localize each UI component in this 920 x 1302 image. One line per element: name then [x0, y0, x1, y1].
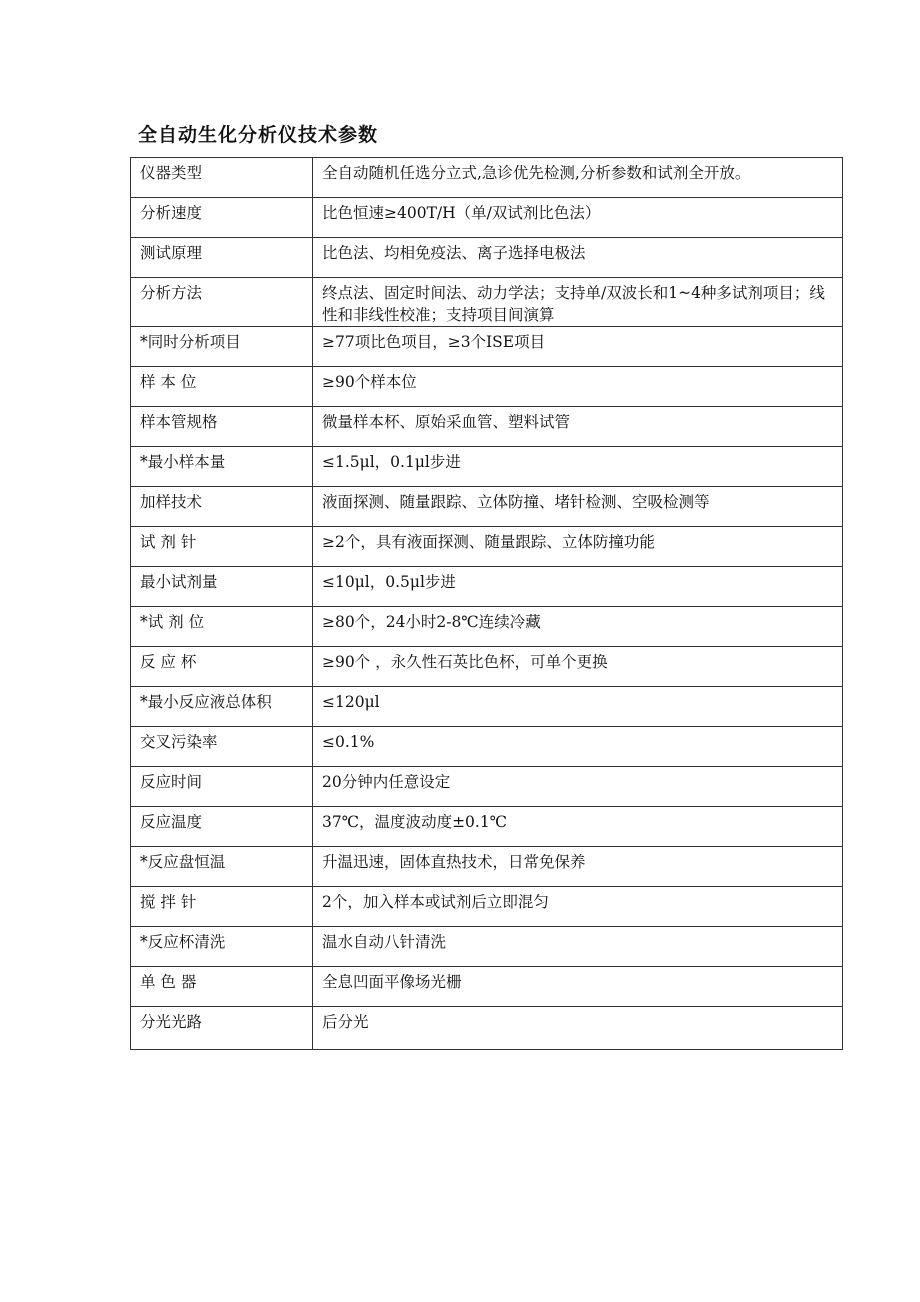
param-value: 2个，加入样本或试剂后立即混匀: [313, 887, 843, 927]
param-name: 样本管规格: [131, 407, 313, 447]
param-name: *反应盘恒温: [131, 847, 313, 887]
param-name: *反应杯清洗: [131, 927, 313, 967]
table-row: [131, 887, 843, 927]
table-row: [131, 198, 843, 238]
param-name: 分析速度: [131, 198, 313, 238]
param-name: 加样技术: [131, 487, 313, 527]
param-name: 反 应 杯: [131, 647, 313, 687]
param-value: ≥90个样本位: [313, 367, 843, 407]
param-name: 分析方法: [131, 278, 313, 327]
param-value: ≤1.5μl，0.1μl步进: [313, 447, 843, 487]
table-row: [131, 238, 843, 278]
param-value: 全自动随机任选分立式,急诊优先检测,分析参数和试剂全开放。: [313, 158, 843, 198]
table-row: [131, 367, 843, 407]
param-value: 后分光: [313, 1007, 843, 1050]
param-value: 液面探测、随量跟踪、立体防撞、堵针检测、空吸检测等: [313, 487, 843, 527]
table-row: [131, 327, 843, 367]
param-value: 微量样本杯、原始采血管、塑料试管: [313, 407, 843, 447]
table-row: [131, 407, 843, 447]
param-value: ≥77项比色项目，≥3个ISE项目: [313, 327, 843, 367]
param-name: 单 色 器: [131, 967, 313, 1007]
table-row: [131, 647, 843, 687]
param-name: *试 剂 位: [131, 607, 313, 647]
table-row: [131, 767, 843, 807]
document-title: 全自动生化分析仪技术参数: [138, 124, 379, 146]
param-value: ≤120μl: [313, 687, 843, 727]
param-name: 仪器类型: [131, 158, 313, 198]
param-name: 反应时间: [131, 767, 313, 807]
param-name: 试 剂 针: [131, 527, 313, 567]
param-value: ≥2个，具有液面探测、随量跟踪、立体防撞功能: [313, 527, 843, 567]
param-name: 搅 拌 针: [131, 887, 313, 927]
table-row: [131, 158, 843, 198]
table-row: [131, 487, 843, 527]
param-name: 最小试剂量: [131, 567, 313, 607]
param-value: 升温迅速，固体直热技术，日常免保养: [313, 847, 843, 887]
param-value: ≥80个，24小时2-8℃连续冷藏: [313, 607, 843, 647]
param-name: 测试原理: [131, 238, 313, 278]
table-row: [131, 607, 843, 647]
param-name: 分光光路: [131, 1007, 313, 1050]
param-value: ≤10μl，0.5μl步进: [313, 567, 843, 607]
spec-table: [130, 157, 843, 1050]
table-row: [131, 807, 843, 847]
param-name: *同时分析项目: [131, 327, 313, 367]
param-value: 37℃，温度波动度±0.1℃: [313, 807, 843, 847]
param-value: 终点法、固定时间法、动力学法；支持单/双波长和1~4种多试剂项目；线性和非线性校准；支持项目间演算: [313, 278, 843, 327]
table-row: [131, 278, 843, 327]
table-row: [131, 447, 843, 487]
table-row: [131, 567, 843, 607]
table-row: [131, 727, 843, 767]
param-value: 20分钟内任意设定: [313, 767, 843, 807]
table-row: [131, 967, 843, 1007]
table-row: [131, 1007, 843, 1050]
param-value: 比色恒速≥400T/H（单/双试剂比色法）: [313, 198, 843, 238]
param-name: *最小样本量: [131, 447, 313, 487]
param-name: 反应温度: [131, 807, 313, 847]
table-row: [131, 687, 843, 727]
table-row: [131, 527, 843, 567]
param-value: 比色法、均相免疫法、离子选择电极法: [313, 238, 843, 278]
param-name: 交叉污染率: [131, 727, 313, 767]
param-value: ≤0.1%: [313, 727, 843, 767]
table-row: [131, 847, 843, 887]
param-value: 全息凹面平像场光栅: [313, 967, 843, 1007]
param-name: 样 本 位: [131, 367, 313, 407]
table-row: [131, 927, 843, 967]
param-name: *最小反应液总体积: [131, 687, 313, 727]
param-value: 温水自动八针清洗: [313, 927, 843, 967]
param-value: ≥90个 ，永久性石英比色杯，可单个更换: [313, 647, 843, 687]
